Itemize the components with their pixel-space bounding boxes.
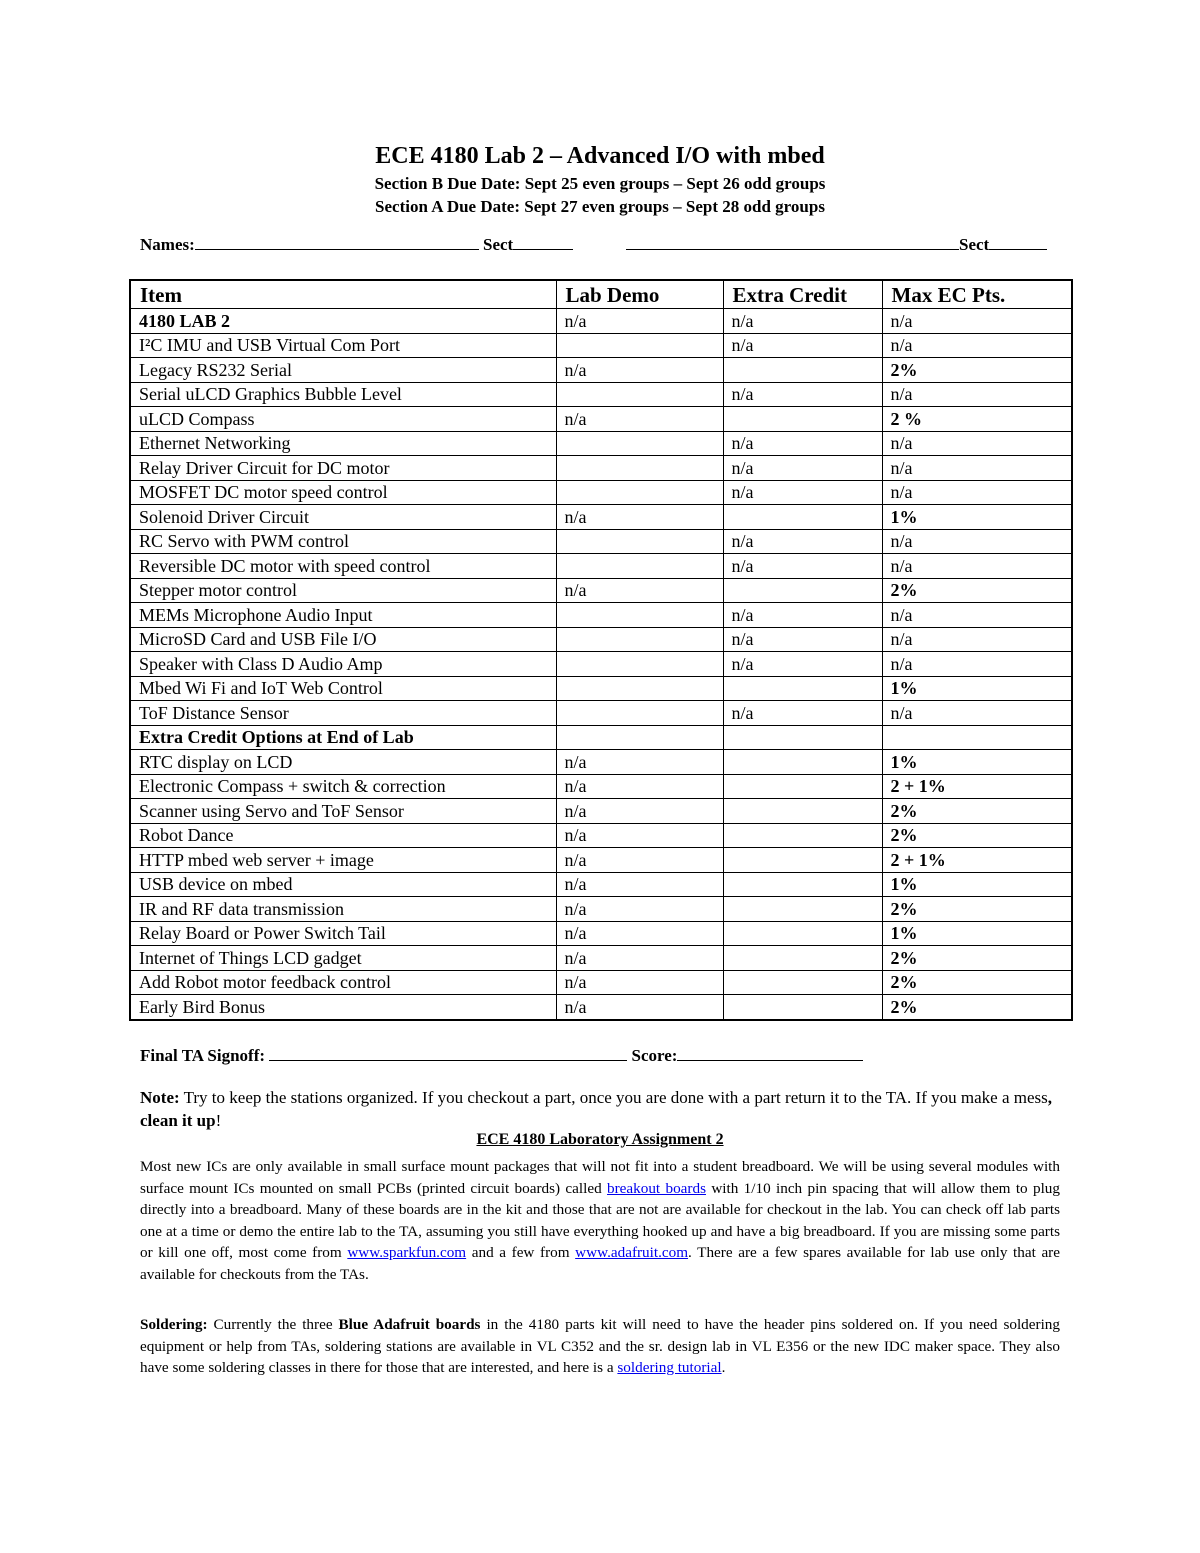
cell-lab-demo: n/a: [556, 848, 723, 873]
para1-text-3: and a few from: [466, 1244, 576, 1261]
cell-extra-credit: [723, 774, 882, 799]
cell-extra-credit: [723, 897, 882, 922]
cell-item: Robot Dance: [130, 823, 556, 848]
cell-item: I²C IMU and USB Virtual Com Port: [130, 333, 556, 358]
table-row: [130, 774, 1072, 799]
cell-extra-credit: [723, 407, 882, 432]
cell-lab-demo: n/a: [556, 921, 723, 946]
cell-lab-demo: n/a: [556, 799, 723, 824]
table-row: [130, 921, 1072, 946]
cell-extra-credit: [723, 848, 882, 873]
table-row: [130, 848, 1072, 873]
cell-item: RTC display on LCD: [130, 750, 556, 775]
table-row: [130, 333, 1072, 358]
cell-max-ec-pts: [882, 725, 1072, 750]
cell-max-ec-pts: 1%: [882, 676, 1072, 701]
cell-max-ec-pts: 2%: [882, 946, 1072, 971]
cell-lab-demo: [556, 333, 723, 358]
note-paragraph: [140, 1086, 1060, 1132]
cell-max-ec-pts: 2%: [882, 970, 1072, 995]
cell-max-ec-pts: n/a: [882, 480, 1072, 505]
soldering-label: Soldering:: [140, 1316, 208, 1333]
col-header-lab-demo: Lab Demo: [556, 280, 723, 309]
sect-line-2[interactable]: [989, 233, 1047, 250]
cell-extra-credit: n/a: [723, 456, 882, 481]
table-row: [130, 407, 1072, 432]
cell-item: Serial uLCD Graphics Bubble Level: [130, 382, 556, 407]
names-line[interactable]: [195, 233, 479, 250]
cell-item: Early Bird Bonus: [130, 995, 556, 1020]
cell-extra-credit: [723, 578, 882, 603]
table-row: [130, 701, 1072, 726]
cell-max-ec-pts: n/a: [882, 701, 1072, 726]
note-text: Try to keep the stations organized. If you checkout a part, once you are done with a part return it to the TA. If you make a mess: [179, 1088, 1048, 1107]
cell-max-ec-pts: 2%: [882, 995, 1072, 1020]
cell-max-ec-pts: n/a: [882, 554, 1072, 579]
cell-item: Relay Board or Power Switch Tail: [130, 921, 556, 946]
cell-max-ec-pts: 2%: [882, 897, 1072, 922]
cell-max-ec-pts: n/a: [882, 382, 1072, 407]
names-label: Names:: [140, 235, 195, 254]
score-label: Score:: [631, 1046, 678, 1065]
cell-item: Stepper motor control: [130, 578, 556, 603]
table-row: [130, 725, 1072, 750]
cell-item: HTTP mbed web server + image: [130, 848, 556, 873]
cell-extra-credit: [723, 970, 882, 995]
cell-max-ec-pts: n/a: [882, 333, 1072, 358]
para2-text-2: in the 4180 parts kit will need to have the header pins soldered on. If you need soldering equipment or help from TAs, soldering stations are available in VL C352 and the sr. design lab in VL E356 or the new IDC maker space. They also have some soldering classes in there for those that are interested, and here is a: [140, 1316, 1060, 1376]
table-header-row: [130, 280, 1072, 309]
cell-item: uLCD Compass: [130, 407, 556, 432]
cell-extra-credit: [723, 750, 882, 775]
table-row: [130, 505, 1072, 530]
table-row: [130, 897, 1072, 922]
cell-extra-credit: n/a: [723, 333, 882, 358]
cell-max-ec-pts: n/a: [882, 652, 1072, 677]
para2-bold: Blue Adafruit boards: [338, 1316, 481, 1333]
table-row: [130, 872, 1072, 897]
cell-lab-demo: [556, 480, 723, 505]
cell-item: Reversible DC motor with speed control: [130, 554, 556, 579]
cell-lab-demo: n/a: [556, 774, 723, 799]
cell-item: Electronic Compass + switch & correction: [130, 774, 556, 799]
cell-lab-demo: n/a: [556, 995, 723, 1020]
cell-extra-credit: n/a: [723, 480, 882, 505]
cell-max-ec-pts: 1%: [882, 750, 1072, 775]
signoff-line[interactable]: [269, 1044, 627, 1061]
table-row: [130, 309, 1072, 334]
table-row: [130, 970, 1072, 995]
cell-max-ec-pts: n/a: [882, 627, 1072, 652]
note-end: !: [215, 1111, 222, 1130]
adafruit-link[interactable]: www.adafruit.com: [575, 1244, 689, 1261]
cell-max-ec-pts: 1%: [882, 505, 1072, 530]
score-line[interactable]: [677, 1044, 863, 1061]
table-row: [130, 823, 1072, 848]
signoff-row: [140, 1044, 863, 1066]
col-header-extra-credit: Extra Credit: [723, 280, 882, 309]
cell-item: USB device on mbed: [130, 872, 556, 897]
table-row: [130, 676, 1072, 701]
cell-extra-credit: n/a: [723, 652, 882, 677]
cell-lab-demo: [556, 725, 723, 750]
cell-extra-credit: [723, 921, 882, 946]
cell-item: Relay Driver Circuit for DC motor: [130, 456, 556, 481]
names-line-2[interactable]: [626, 233, 959, 250]
para2-text-3: .: [721, 1359, 726, 1376]
cell-lab-demo: n/a: [556, 505, 723, 530]
cell-extra-credit: [723, 725, 882, 750]
cell-item: Ethernet Networking: [130, 431, 556, 456]
table-row: [130, 578, 1072, 603]
cell-item: MOSFET DC motor speed control: [130, 480, 556, 505]
cell-item: 4180 LAB 2: [130, 309, 556, 334]
cell-item: Extra Credit Options at End of Lab: [130, 725, 556, 750]
cell-extra-credit: n/a: [723, 382, 882, 407]
cell-item: Speaker with Class D Audio Amp: [130, 652, 556, 677]
cell-extra-credit: n/a: [723, 554, 882, 579]
sect-label-2: Sect: [959, 235, 990, 254]
cell-extra-credit: [723, 505, 882, 530]
sect-line-1[interactable]: [513, 233, 573, 250]
cell-lab-demo: [556, 529, 723, 554]
table-row: [130, 382, 1072, 407]
cell-extra-credit: [723, 358, 882, 383]
cell-item: ToF Distance Sensor: [130, 701, 556, 726]
items-table: [129, 279, 1073, 1021]
cell-lab-demo: n/a: [556, 407, 723, 432]
cell-max-ec-pts: 2 + 1%: [882, 848, 1072, 873]
cell-item: Mbed Wi Fi and IoT Web Control: [130, 676, 556, 701]
cell-item: RC Servo with PWM control: [130, 529, 556, 554]
cell-max-ec-pts: 2%: [882, 799, 1072, 824]
cell-item: Scanner using Servo and ToF Sensor: [130, 799, 556, 824]
cell-lab-demo: [556, 652, 723, 677]
cell-max-ec-pts: 2%: [882, 823, 1072, 848]
table-row: [130, 799, 1072, 824]
cell-extra-credit: n/a: [723, 529, 882, 554]
soldering-paragraph: [140, 1314, 1060, 1379]
cell-extra-credit: n/a: [723, 701, 882, 726]
breakout-boards-link[interactable]: breakout boards: [607, 1179, 706, 1197]
table-row: [130, 358, 1072, 383]
para1-text-2: with 1/10 inch pin spacing that will allow them to plug directly into a breadboard. Many of these boards are in the kit and those that are not are available for checkout in the lab. You can check off lab parts one at a time or demo the entire lab to the TA, assuming you still have everything hooked up and have a big breadboard. If you are missing some parts or kill one off, most come from: [140, 1179, 1060, 1261]
section-b-due-date: Section B Due Date: Sept 25 even groups – Sept 26 odd groups: [374, 174, 826, 193]
cell-max-ec-pts: n/a: [882, 456, 1072, 481]
cell-item: MEMs Microphone Audio Input: [130, 603, 556, 628]
para2-text-1: Currently the three: [207, 1316, 339, 1333]
table-row: [130, 627, 1072, 652]
cell-max-ec-pts: 1%: [882, 872, 1072, 897]
cell-lab-demo: [556, 456, 723, 481]
table-row: [130, 431, 1072, 456]
sparkfun-link[interactable]: www.sparkfun.com: [347, 1244, 467, 1261]
cell-extra-credit: n/a: [723, 627, 882, 652]
col-header-item: Item: [130, 280, 556, 309]
page-title: ECE 4180 Lab 2 – Advanced I/O with mbed: [375, 143, 825, 169]
cell-lab-demo: [556, 701, 723, 726]
cell-lab-demo: [556, 554, 723, 579]
cell-extra-credit: [723, 799, 882, 824]
cell-max-ec-pts: 2 %: [882, 407, 1072, 432]
cell-max-ec-pts: n/a: [882, 529, 1072, 554]
table-row: [130, 456, 1072, 481]
cell-lab-demo: n/a: [556, 750, 723, 775]
cell-extra-credit: [723, 946, 882, 971]
cell-lab-demo: n/a: [556, 872, 723, 897]
section-a-due-date: Section A Due Date: Sept 27 even groups – Sept 28 odd groups: [375, 197, 825, 216]
note-bold: , clean it up: [140, 1088, 1052, 1130]
table-row: [130, 995, 1072, 1020]
cell-lab-demo: n/a: [556, 946, 723, 971]
cell-max-ec-pts: n/a: [882, 603, 1072, 628]
note-label: Note:: [140, 1088, 180, 1107]
cell-lab-demo: n/a: [556, 823, 723, 848]
cell-extra-credit: n/a: [723, 603, 882, 628]
cell-max-ec-pts: n/a: [882, 309, 1072, 334]
cell-max-ec-pts: 1%: [882, 921, 1072, 946]
table-row: [130, 554, 1072, 579]
col-header-max-ec-pts: Max EC Pts.: [882, 280, 1072, 309]
cell-item: Solenoid Driver Circuit: [130, 505, 556, 530]
cell-extra-credit: n/a: [723, 431, 882, 456]
para1-text-1: Most new ICs are only available in small surface mount packages that will not fit into a student breadboard. We will be using several modules with surface mount ICs mounted on small PCBs (printed circuit boards) called: [140, 1158, 1060, 1197]
table-row: [130, 529, 1072, 554]
intro-paragraph: [140, 1156, 1060, 1285]
cell-max-ec-pts: 2%: [882, 578, 1072, 603]
cell-lab-demo: [556, 627, 723, 652]
table-row: [130, 750, 1072, 775]
table-row: [130, 946, 1072, 971]
assignment-title: ECE 4180 Laboratory Assignment 2: [476, 1131, 724, 1148]
cell-item: Legacy RS232 Serial: [130, 358, 556, 383]
cell-lab-demo: [556, 431, 723, 456]
cell-extra-credit: [723, 872, 882, 897]
cell-item: MicroSD Card and USB File I/O: [130, 627, 556, 652]
soldering-tutorial-link[interactable]: soldering tutorial: [617, 1359, 722, 1376]
cell-max-ec-pts: 2%: [882, 358, 1072, 383]
table-row: [130, 603, 1072, 628]
names-row: [140, 233, 573, 255]
cell-item: Add Robot motor feedback control: [130, 970, 556, 995]
cell-extra-credit: [723, 823, 882, 848]
cell-lab-demo: n/a: [556, 358, 723, 383]
cell-extra-credit: n/a: [723, 309, 882, 334]
cell-item: Internet of Things LCD gadget: [130, 946, 556, 971]
cell-item: IR and RF data transmission: [130, 897, 556, 922]
table-row: [130, 480, 1072, 505]
cell-lab-demo: n/a: [556, 309, 723, 334]
final-signoff-label: Final TA Signoff:: [140, 1046, 266, 1065]
cell-lab-demo: [556, 603, 723, 628]
sect-label-1: Sect: [483, 235, 514, 254]
cell-extra-credit: [723, 676, 882, 701]
cell-lab-demo: [556, 382, 723, 407]
table-row: [130, 652, 1072, 677]
cell-lab-demo: [556, 676, 723, 701]
cell-lab-demo: n/a: [556, 897, 723, 922]
cell-max-ec-pts: 2 + 1%: [882, 774, 1072, 799]
cell-extra-credit: [723, 995, 882, 1020]
names-row-2: [626, 233, 1047, 255]
cell-lab-demo: n/a: [556, 970, 723, 995]
cell-max-ec-pts: n/a: [882, 431, 1072, 456]
para1-text-4: . There are a few spares available for lab use only that are available for checkouts from the TAs.: [140, 1244, 1060, 1283]
cell-lab-demo: n/a: [556, 578, 723, 603]
